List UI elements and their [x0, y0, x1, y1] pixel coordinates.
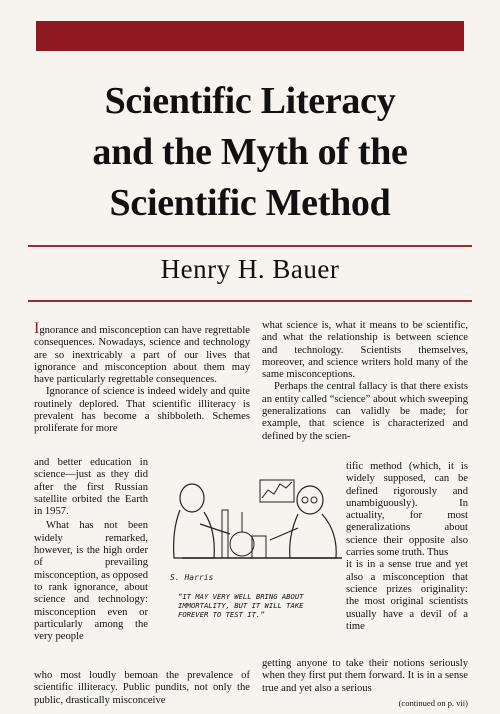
paragraph-3-cont: who most loudly bemoan the prevalence of scientific illiteracy. Public pundits, not only the public, drastically misconceive: [34, 670, 250, 706]
title-line-1: Scientific Literacy: [104, 80, 396, 122]
paragraph-5-cont2: it is in a sense true and yet also a misconception that science prizes originality: the most original scientists usually have a devil of a time: [346, 559, 468, 632]
column-2-bottom: [262, 658, 468, 695]
cartoon-caption: “IT MAY VERY WELL BRING ABOUT IMMORTALITY, BUT IT WILL TAKE FOREVER TO TEST IT.”: [178, 592, 304, 619]
continued-note: (continued on p. vii): [398, 698, 468, 708]
title-line-2: and the Myth of the: [92, 131, 408, 173]
cartoon-illustration: [152, 440, 348, 590]
top-color-bar: [36, 21, 464, 51]
article-title: [20, 76, 480, 229]
paragraph-2: Ignorance of science is indeed widely and quite routinely deplored. That scientific illiteracy is prevalent has become a shibboleth. Schemes proliferate for more: [34, 386, 250, 435]
paragraph-5: Perhaps the central fallacy is that there exists an entity called “science” about which sweeping generalizations can validly be made; for example, that science is characterized and defined by the scien-: [262, 381, 468, 442]
paragraph-4: what science is, what it means to be scientific, and what the relationship is between science and technology. Scientists themselves, moreover, and science writers hold many of the same misconceptions.: [262, 320, 468, 381]
author-rule-top: [28, 245, 472, 247]
paragraph-5-cont: tific method (which, it is widely supposed, can be defined rigorously and unambiguously). In actuality, for most generalizations about science their opposite also carries some truth. Thus: [346, 461, 468, 559]
column-1-top: [34, 320, 250, 436]
paragraph-5-cont3: getting anyone to take their notions seriously when they first put them forward. It is in a sense true and yet also a serious: [262, 658, 468, 694]
cartoon-signature: S. Harris: [170, 573, 214, 582]
paragraph-1: Ignorance and misconception can have regrettable consequences. Nowadays, science and technology are so inextricably a part of our lives that ignorance and misconception about them may have particularly regrettable consequences.: [34, 320, 250, 386]
drop-cap: I: [34, 320, 40, 337]
title-line-3: Scientific Method: [109, 182, 391, 224]
author-name: Henry H. Bauer: [160, 254, 340, 284]
column-1-wrap: [34, 457, 148, 643]
paragraph-2-cont: and better education in science—just as they did after the first Russian satellite orbited the Earth in 1957.: [34, 457, 148, 518]
paragraph-3: What has not been widely remarked, however, is the high order of prevailing misconception, as opposed to rank ignorance, about science and technology: misconception even or particularly among the very people: [34, 520, 148, 643]
column-2-wrap: [346, 461, 468, 633]
column-1-bottom: [34, 670, 250, 707]
column-2-top: [262, 320, 468, 443]
author-rule-bottom: [28, 300, 472, 302]
